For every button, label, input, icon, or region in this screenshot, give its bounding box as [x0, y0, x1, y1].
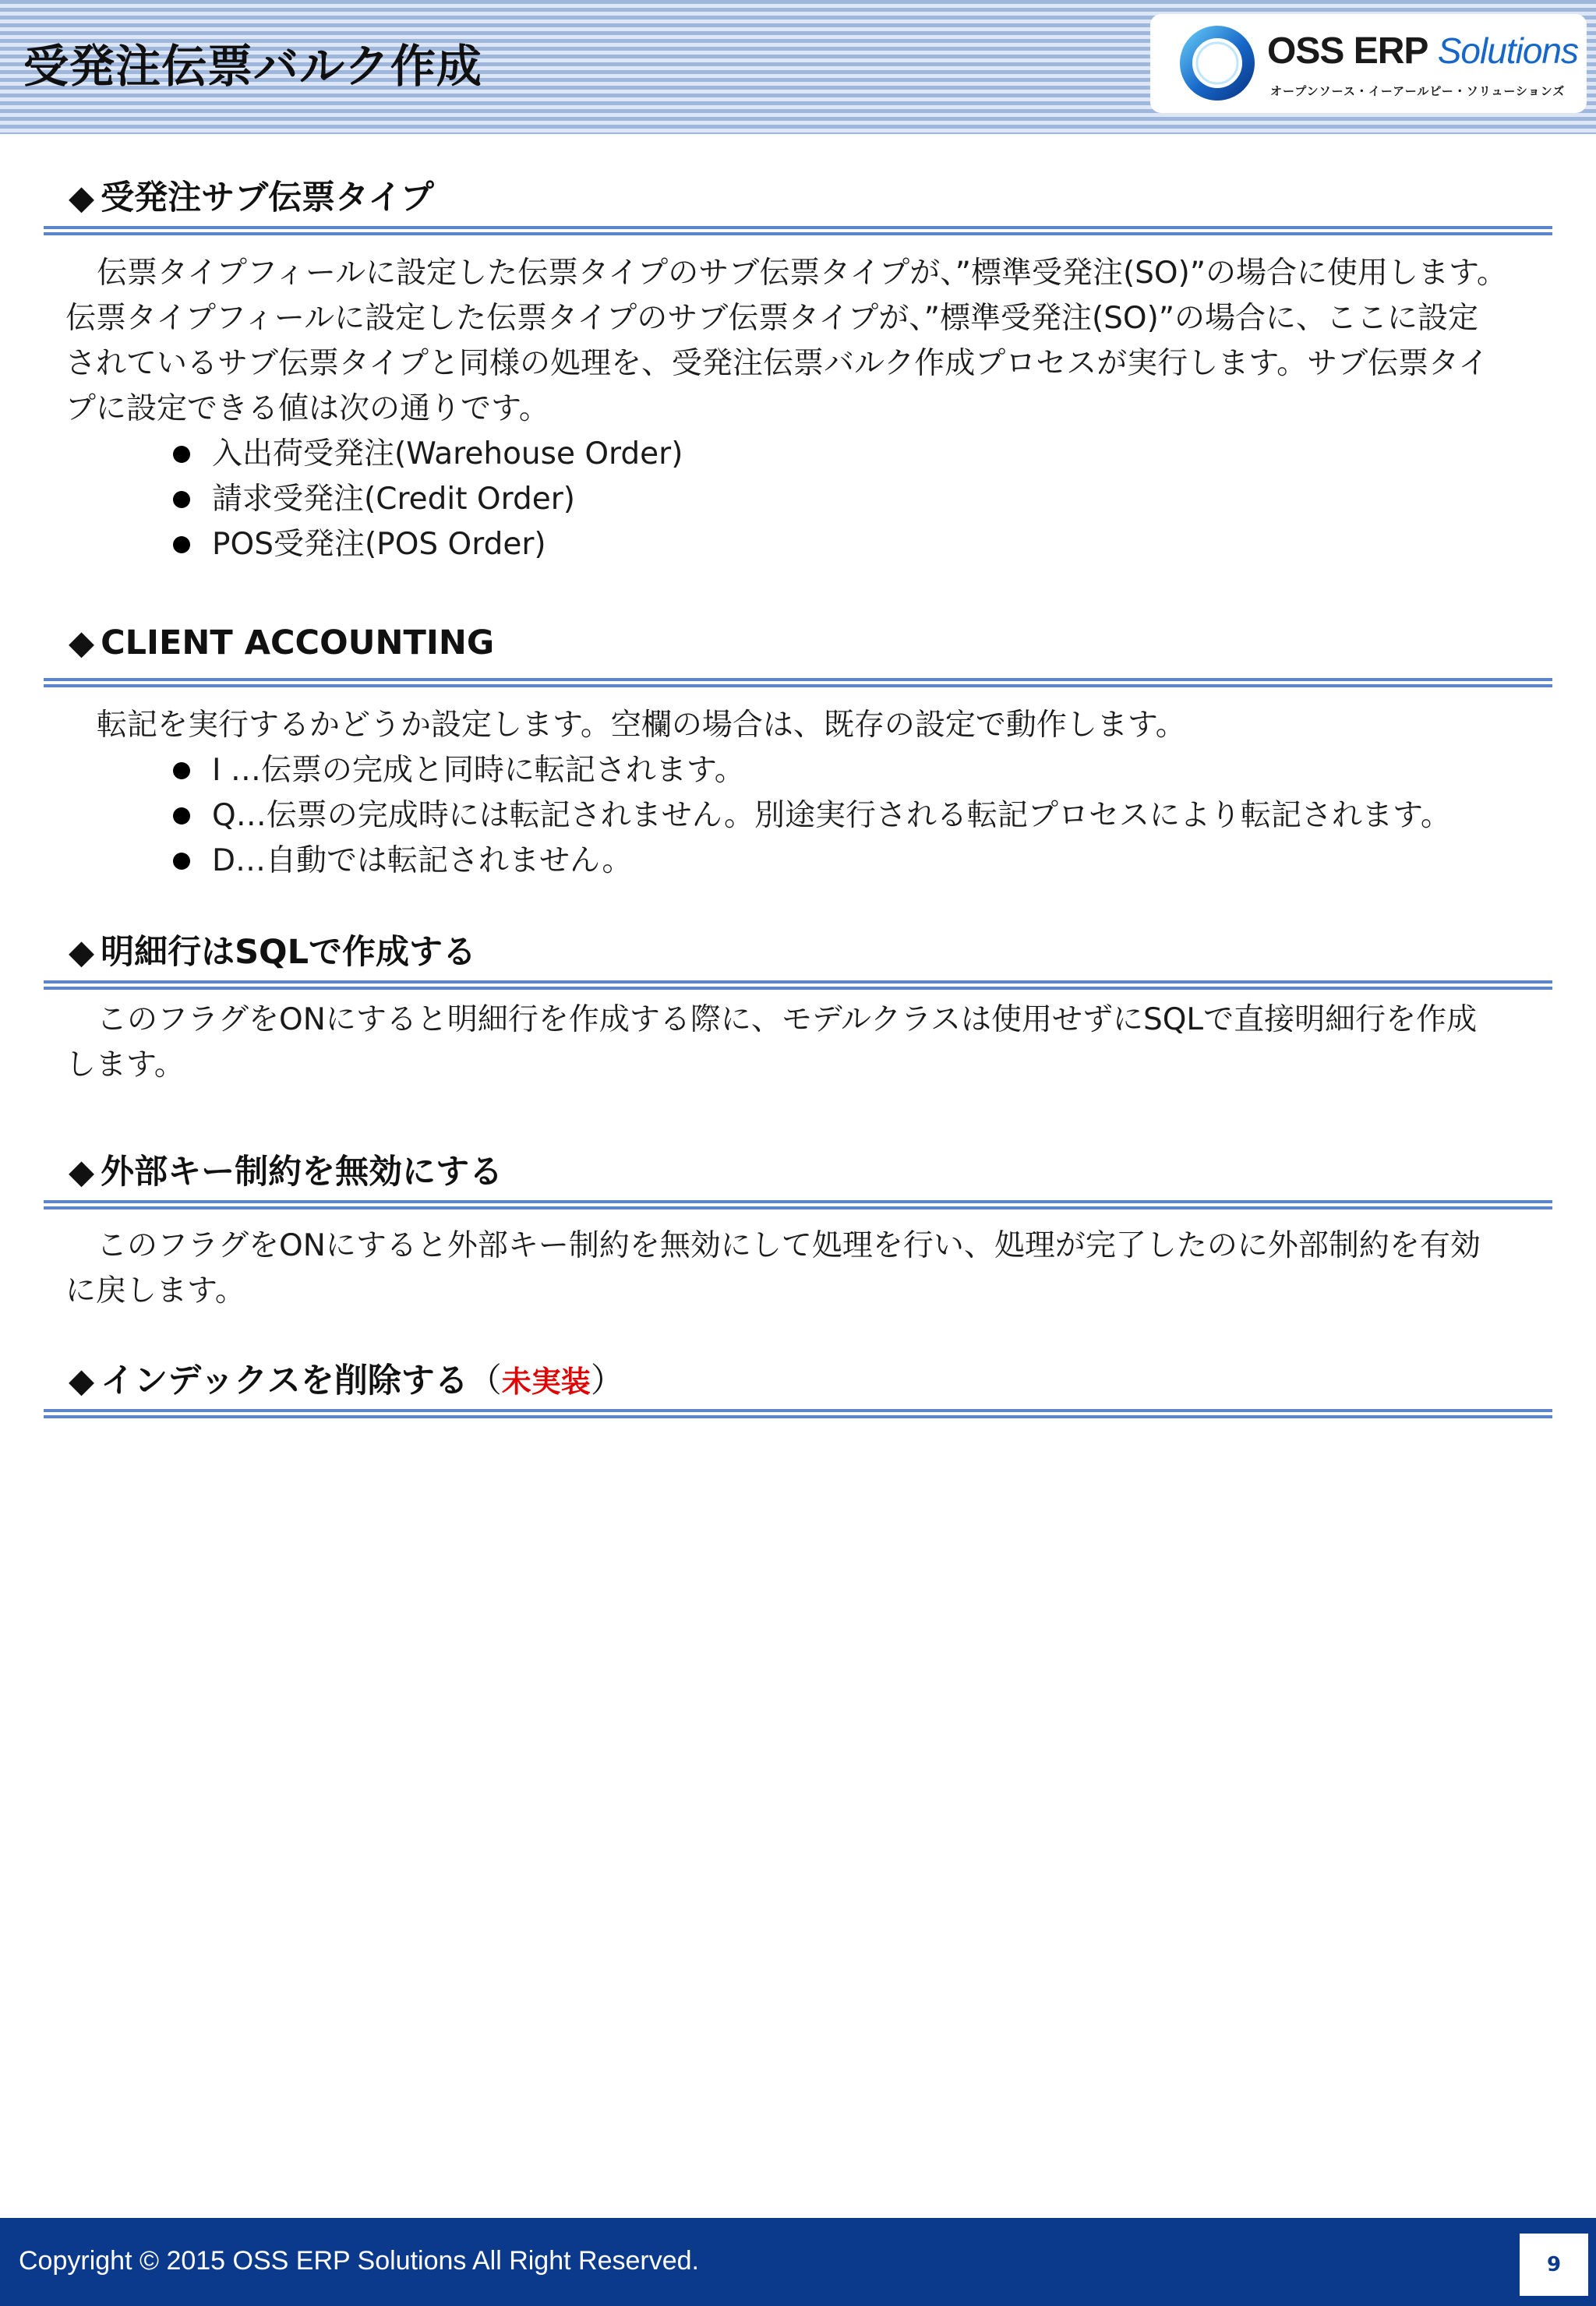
bullet-icon [173, 853, 190, 870]
diamond-icon: ◆ [69, 933, 95, 972]
bullet-icon [173, 491, 190, 508]
page-number: 9 [1520, 2234, 1588, 2296]
paragraph-line: 転記を実行するかどうか設定します。空欄の場合は、既存の設定で動作します。 [97, 708, 1186, 743]
section-heading [69, 1146, 503, 1193]
logo-name-bold: OSS ERP [1267, 30, 1428, 72]
bullet-icon [173, 446, 190, 463]
note-close-paren: ） [590, 1361, 624, 1400]
paragraph-line: このフラグをONにすると明細行を作成する際に、モデルクラスは使用せずにSQLで直接明細行を作成 [97, 1002, 1478, 1037]
logo-name-light: Solutions [1437, 30, 1578, 71]
section-paragraph [65, 703, 1546, 748]
section-heading [69, 926, 476, 973]
paragraph-line: に戻します。 [65, 1273, 245, 1308]
section-heading-text: インデックスを削除する [101, 1361, 468, 1400]
section-heading-text: CLIENT ACCOUNTING [101, 623, 495, 662]
logo-tagline: オープンソース・イーアールピー・ソリューションズ [1270, 84, 1566, 98]
bullet-icon [173, 762, 190, 779]
heading-divider [44, 1200, 1552, 1210]
paragraph-line: します。 [65, 1047, 185, 1082]
page-title: 受発注伝票バルク作成 [23, 40, 482, 93]
bullet-icon [173, 807, 190, 825]
company-logo [1150, 14, 1587, 113]
note-open-paren: （ [468, 1361, 502, 1400]
copyright-text: Copyright © 2015 OSS ERP Solutions All Right Reserved. [19, 2246, 699, 2276]
section-heading-text: 明細行はSQLで作成する [101, 933, 477, 972]
section-heading [69, 1354, 624, 1402]
heading-divider [44, 980, 1552, 990]
diamond-icon: ◆ [69, 1153, 95, 1192]
paragraph-line: プに設定できる値は次の通りです。 [65, 391, 549, 426]
paragraph-line: されているサブ伝票タイプと同様の処理を、受発注伝票バルク作成プロセスが実行します。サブ伝票タイ [65, 346, 1489, 381]
logo-ring-icon [1178, 24, 1256, 102]
page-header [0, 0, 1596, 134]
logo-wordmark [1267, 30, 1578, 72]
section-heading-text: 外部キー制約を無効にする [101, 1153, 503, 1192]
paragraph-line: このフラグをONにすると外部キー制約を無効にして処理を行い、処理が完了したのに外部制約を有効 [97, 1228, 1481, 1263]
bullet-icon [173, 536, 190, 553]
heading-divider [44, 1409, 1552, 1418]
page-footer [0, 2218, 1596, 2306]
heading-divider [44, 678, 1552, 687]
diamond-icon: ◆ [69, 623, 95, 662]
not-implemented-badge: 未実装 [501, 1365, 591, 1399]
section-paragraph [65, 1224, 1546, 1314]
diamond-icon: ◆ [69, 178, 95, 217]
paragraph-line: 伝票タイプフィールに設定した伝票タイプのサブ伝票タイプが、”標準受発注(SO)”の場合に、ここに設定 [65, 301, 1479, 336]
section-heading [69, 623, 494, 662]
paragraph-line: 伝票タイプフィールに設定した伝票タイプのサブ伝票タイプが、”標準受発注(SO)”の場合に使用します。 [97, 256, 1507, 291]
diamond-icon: ◆ [69, 1361, 95, 1400]
section-heading [69, 171, 434, 219]
heading-divider [44, 226, 1552, 235]
section-paragraph [65, 251, 1546, 432]
section-heading-text: 受発注サブ伝票タイプ [101, 178, 434, 217]
section-paragraph [65, 998, 1546, 1088]
